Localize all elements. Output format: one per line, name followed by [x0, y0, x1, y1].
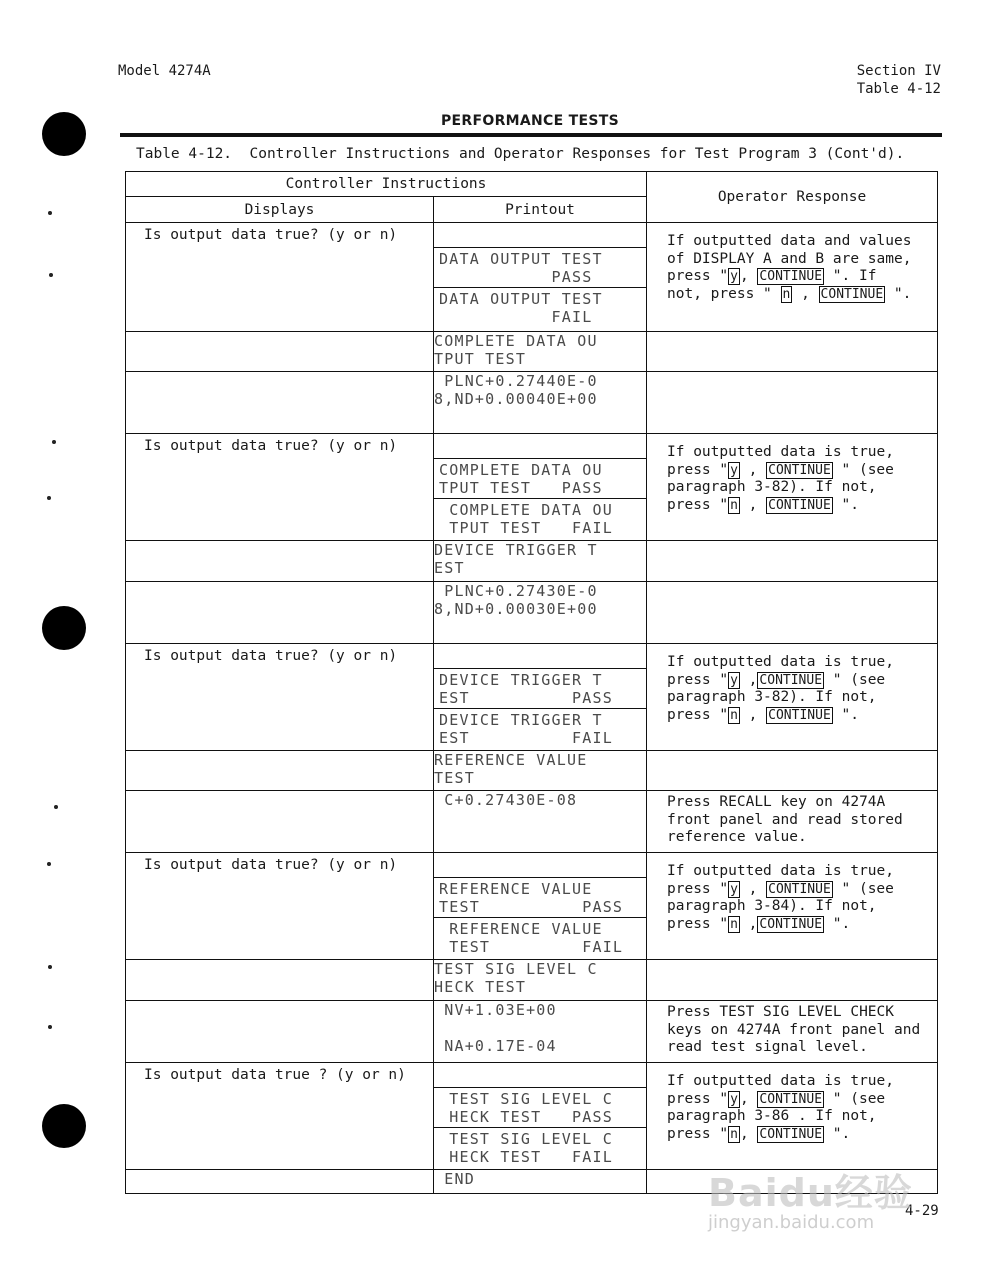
display-text: Is output data true? (y or n)	[126, 223, 434, 332]
speck	[54, 805, 58, 809]
response-line: paragraph 3-82). If not,	[667, 479, 877, 495]
response-line: press " y , CONTINUE " (see	[667, 461, 894, 478]
display-text: Is output data true ? (y or n)	[126, 1063, 434, 1170]
key-y: y	[730, 462, 738, 478]
header-rule	[120, 133, 942, 137]
key-n: n	[730, 497, 738, 513]
key-continue: CONTINUE	[759, 672, 823, 688]
printout-fail: REFERENCE VALUE TEST FAIL	[434, 917, 646, 957]
key-continue: CONTINUE	[759, 1126, 823, 1142]
printout-cell: C+0.27430E-08	[434, 791, 647, 853]
table-row	[126, 1001, 938, 1063]
printout-fail: COMPLETE DATA OU TPUT TEST FAIL	[434, 498, 646, 538]
table-row	[126, 751, 938, 791]
printout-cell: END	[434, 1170, 647, 1194]
speck	[52, 440, 56, 444]
table-label: Table 4-12	[856, 81, 941, 97]
printout-header: Printout	[434, 197, 647, 223]
printout-cell: NV+1.03E+00 NA+0.17E-04	[434, 1001, 647, 1063]
binder-hole	[42, 112, 86, 156]
printout-cell	[434, 644, 647, 751]
table-row	[126, 223, 938, 332]
speck	[47, 496, 51, 500]
response-line: If outputted data is true,	[667, 863, 894, 879]
speck	[47, 862, 51, 866]
speck	[48, 211, 52, 215]
printout-cell: TEST SIG LEVEL C HECK TEST	[434, 960, 647, 1001]
key-n: n	[730, 1126, 738, 1142]
printout-pass: COMPLETE DATA OU TPUT TEST PASS	[434, 458, 646, 498]
table-row	[126, 960, 938, 1001]
printout-pass: TEST SIG LEVEL C HECK TEST PASS	[434, 1087, 646, 1127]
instructions-table	[125, 171, 938, 1194]
response-line: press " y , CONTINUE " (see	[667, 880, 894, 897]
operator-response: Press RECALL key on 4274A front panel and read stored reference value.	[647, 791, 938, 853]
table-row	[126, 372, 938, 434]
page-number: 4-29	[905, 1203, 939, 1219]
table-row	[126, 853, 938, 960]
table-caption: Table 4-12. Controller Instructions and Operator Responses for Test Program 3 (Cont'd).	[136, 146, 905, 162]
speck	[48, 1025, 52, 1029]
printout-cell	[434, 434, 647, 541]
printout-pass: DATA OUTPUT TEST PASS	[434, 247, 646, 287]
operator-response	[647, 1063, 938, 1170]
printout-cell: DEVICE TRIGGER T EST	[434, 541, 647, 582]
response-line: If outputted data and values	[667, 233, 912, 249]
response-line: If outputted data is true,	[667, 1073, 894, 1089]
key-continue: CONTINUE	[768, 707, 831, 723]
table-row	[126, 582, 938, 644]
speck	[49, 273, 53, 277]
key-y: y	[730, 881, 738, 897]
key-continue: CONTINUE	[759, 916, 823, 932]
watermark-logo: Baidu经验	[708, 1171, 913, 1215]
key-n: n	[730, 707, 738, 723]
controller-instructions-header: Controller Instructions	[126, 172, 647, 197]
key-n: n	[782, 286, 791, 302]
printout-cell	[434, 853, 647, 960]
table-row	[126, 332, 938, 372]
operator-response	[647, 644, 938, 751]
response-line: press " y , CONTINUE " (see	[667, 1090, 886, 1107]
table-row	[126, 644, 938, 751]
binder-hole	[42, 606, 86, 650]
printout-cell	[434, 1063, 647, 1170]
response-line: paragraph 3-82). If not,	[667, 689, 877, 705]
printout-cell: COMPLETE DATA OU TPUT TEST	[434, 332, 647, 372]
response-line: press " n , CONTINUE ".	[667, 915, 851, 932]
printout-fail: DATA OUTPUT TEST FAIL	[434, 287, 646, 327]
key-continue: CONTINUE	[820, 286, 884, 302]
key-continue: CONTINUE	[768, 497, 831, 513]
printout-fail: DEVICE TRIGGER T EST FAIL	[434, 708, 646, 748]
displays-header: Displays	[126, 197, 434, 223]
table-row	[126, 791, 938, 853]
response-line: paragraph 3-86 . If not,	[667, 1108, 877, 1124]
response-line: press " n , CONTINUE ".	[667, 496, 859, 513]
operator-response: Press TEST SIG LEVEL CHECK keys on 4274A front panel and read test signal level.	[647, 1001, 938, 1063]
section-reference	[857, 62, 941, 98]
section-label: Section IV	[856, 63, 941, 79]
table-row	[126, 541, 938, 582]
response-line: If outputted data is true,	[667, 444, 894, 460]
display-text: Is output data true? (y or n)	[126, 644, 434, 751]
printout-fail: TEST SIG LEVEL C HECK TEST FAIL	[434, 1127, 646, 1167]
response-line: press " y , CONTINUE " (see	[667, 671, 886, 688]
key-y: y	[730, 269, 738, 284]
printout-pass: DEVICE TRIGGER T EST PASS	[434, 668, 646, 708]
response-line: not, press " n , CONTINUE ".	[667, 285, 912, 302]
operator-response	[647, 853, 938, 960]
section-title: PERFORMANCE TESTS	[441, 113, 619, 129]
watermark-url: jingyan.baidu.com	[708, 1212, 875, 1233]
response-line: press " n , CONTINUE ".	[667, 1125, 851, 1142]
printout-cell: REFERENCE VALUE TEST	[434, 751, 647, 791]
table-row	[126, 434, 938, 541]
display-text: Is output data true? (y or n)	[126, 853, 434, 960]
key-n: n	[730, 916, 738, 932]
display-text: Is output data true? (y or n)	[126, 434, 434, 541]
operator-response	[647, 223, 938, 332]
response-line: paragraph 3-84). If not,	[667, 898, 877, 914]
model-label: Model 4274A	[118, 63, 211, 79]
key-y: y	[730, 672, 738, 688]
printout-cell: PLNC+0.27440E-0 8,ND+0.00040E+00	[434, 372, 647, 434]
key-continue: CONTINUE	[768, 881, 831, 897]
key-continue: CONTINUE	[759, 1091, 823, 1107]
operator-response-header: Operator Response	[647, 172, 938, 223]
printout-cell: PLNC+0.27430E-0 8,ND+0.00030E+00	[434, 582, 647, 644]
response-line: If outputted data is true,	[667, 654, 894, 670]
response-line: of DISPLAY A and B are same,	[667, 250, 912, 267]
speck	[48, 965, 52, 969]
key-continue: CONTINUE	[759, 269, 823, 284]
response-line: press " n , CONTINUE ".	[667, 706, 859, 723]
binder-hole	[42, 1104, 86, 1148]
printout-cell	[434, 223, 647, 332]
key-y: y	[730, 1091, 738, 1107]
printout-pass: REFERENCE VALUE TEST PASS	[434, 877, 646, 917]
table-row	[126, 1063, 938, 1170]
key-continue: CONTINUE	[768, 462, 831, 478]
response-line: press " y , CONTINUE ". If	[667, 268, 877, 284]
operator-response	[647, 434, 938, 541]
